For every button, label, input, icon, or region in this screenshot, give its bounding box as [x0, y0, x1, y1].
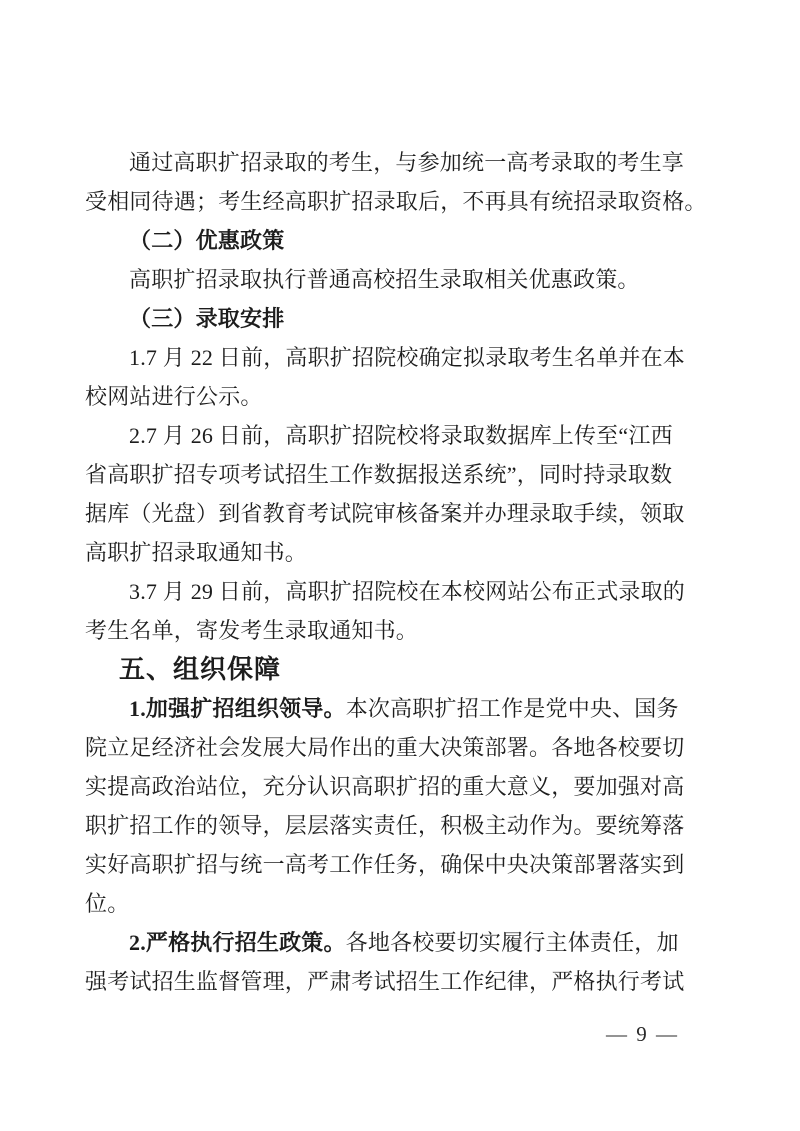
text-segment: 位。 — [85, 891, 130, 916]
text-line — [85, 572, 725, 611]
text-segment: （二）优惠政策 — [129, 228, 285, 253]
text-segment: 职扩招工作的领导，层层落实责任，积极主动作为。要统筹落 — [85, 813, 685, 838]
text-line — [85, 533, 725, 572]
section-heading — [85, 650, 725, 689]
text-line — [85, 923, 725, 962]
text-line — [85, 455, 725, 494]
text-block — [85, 143, 725, 1001]
text-segment: 通过高职扩招录取的考生，与参加统一高考录取的考生享 — [129, 150, 685, 175]
text-segment: 受相同待遇；考生经高职扩招录取后，不再具有统招录取资格。 — [85, 189, 707, 214]
text-line — [85, 494, 725, 533]
text-line — [85, 143, 725, 182]
text-line — [85, 299, 725, 338]
text-segment: 实好高职扩招与统一高考工作任务，确保中央决策部署落实到 — [85, 852, 685, 877]
text-line — [85, 182, 725, 221]
page-number: — 9 — — [606, 1022, 679, 1046]
text-segment: 实提高政治站位，充分认识高职扩招的重大意义，要加强对高 — [85, 774, 685, 799]
text-segment: 本次高职扩招工作是党中央、国务 — [345, 696, 679, 721]
text-segment: 高职扩招录取执行普通高校招生录取相关优惠政策。 — [129, 267, 640, 292]
text-segment: （三）录取安排 — [129, 306, 285, 331]
text-segment: 3.7 月 29 日前，高职扩招院校在本校网站公布正式录取的 — [129, 579, 686, 604]
text-segment: 强考试招生监督管理，严肃考试招生工作纪律，严格执行考试 — [85, 969, 685, 994]
text-line — [85, 611, 725, 650]
text-line — [85, 845, 725, 884]
text-line — [85, 221, 725, 260]
text-segment: 各地各校要切实履行主体责任，加 — [345, 930, 679, 955]
text-segment: 1.加强扩招组织领导。 — [129, 696, 346, 721]
text-line — [85, 884, 725, 923]
text-line — [85, 767, 725, 806]
text-line — [85, 338, 725, 377]
text-line — [85, 260, 725, 299]
text-segment: 省高职扩招专项考试招生工作数据报送系统”，同时持录取数 — [85, 462, 673, 487]
text-segment: 五、组织保障 — [119, 654, 282, 684]
text-segment: 2.7 月 26 日前，高职扩招院校将录取数据库上传至“江西 — [129, 423, 673, 448]
text-segment: 1.7 月 22 日前，高职扩招院校确定拟录取考生名单并在本 — [129, 345, 686, 370]
text-segment: 高职扩招录取通知书。 — [85, 540, 308, 565]
text-line — [85, 689, 725, 728]
text-line — [85, 416, 725, 455]
text-line — [85, 962, 725, 1001]
text-segment: 院立足经济社会发展大局作出的重大决策部署。各地各校要切 — [85, 735, 685, 760]
text-segment: 据库（光盘）到省教育考试院审核备案并办理录取手续，领取 — [85, 501, 685, 526]
text-segment: 校网站进行公示。 — [85, 384, 263, 409]
text-segment: 考生名单，寄发考生录取通知书。 — [85, 618, 419, 643]
text-line — [85, 728, 725, 767]
text-segment: 2.严格执行招生政策。 — [129, 930, 346, 955]
text-line — [85, 806, 725, 845]
text-line — [85, 377, 725, 416]
